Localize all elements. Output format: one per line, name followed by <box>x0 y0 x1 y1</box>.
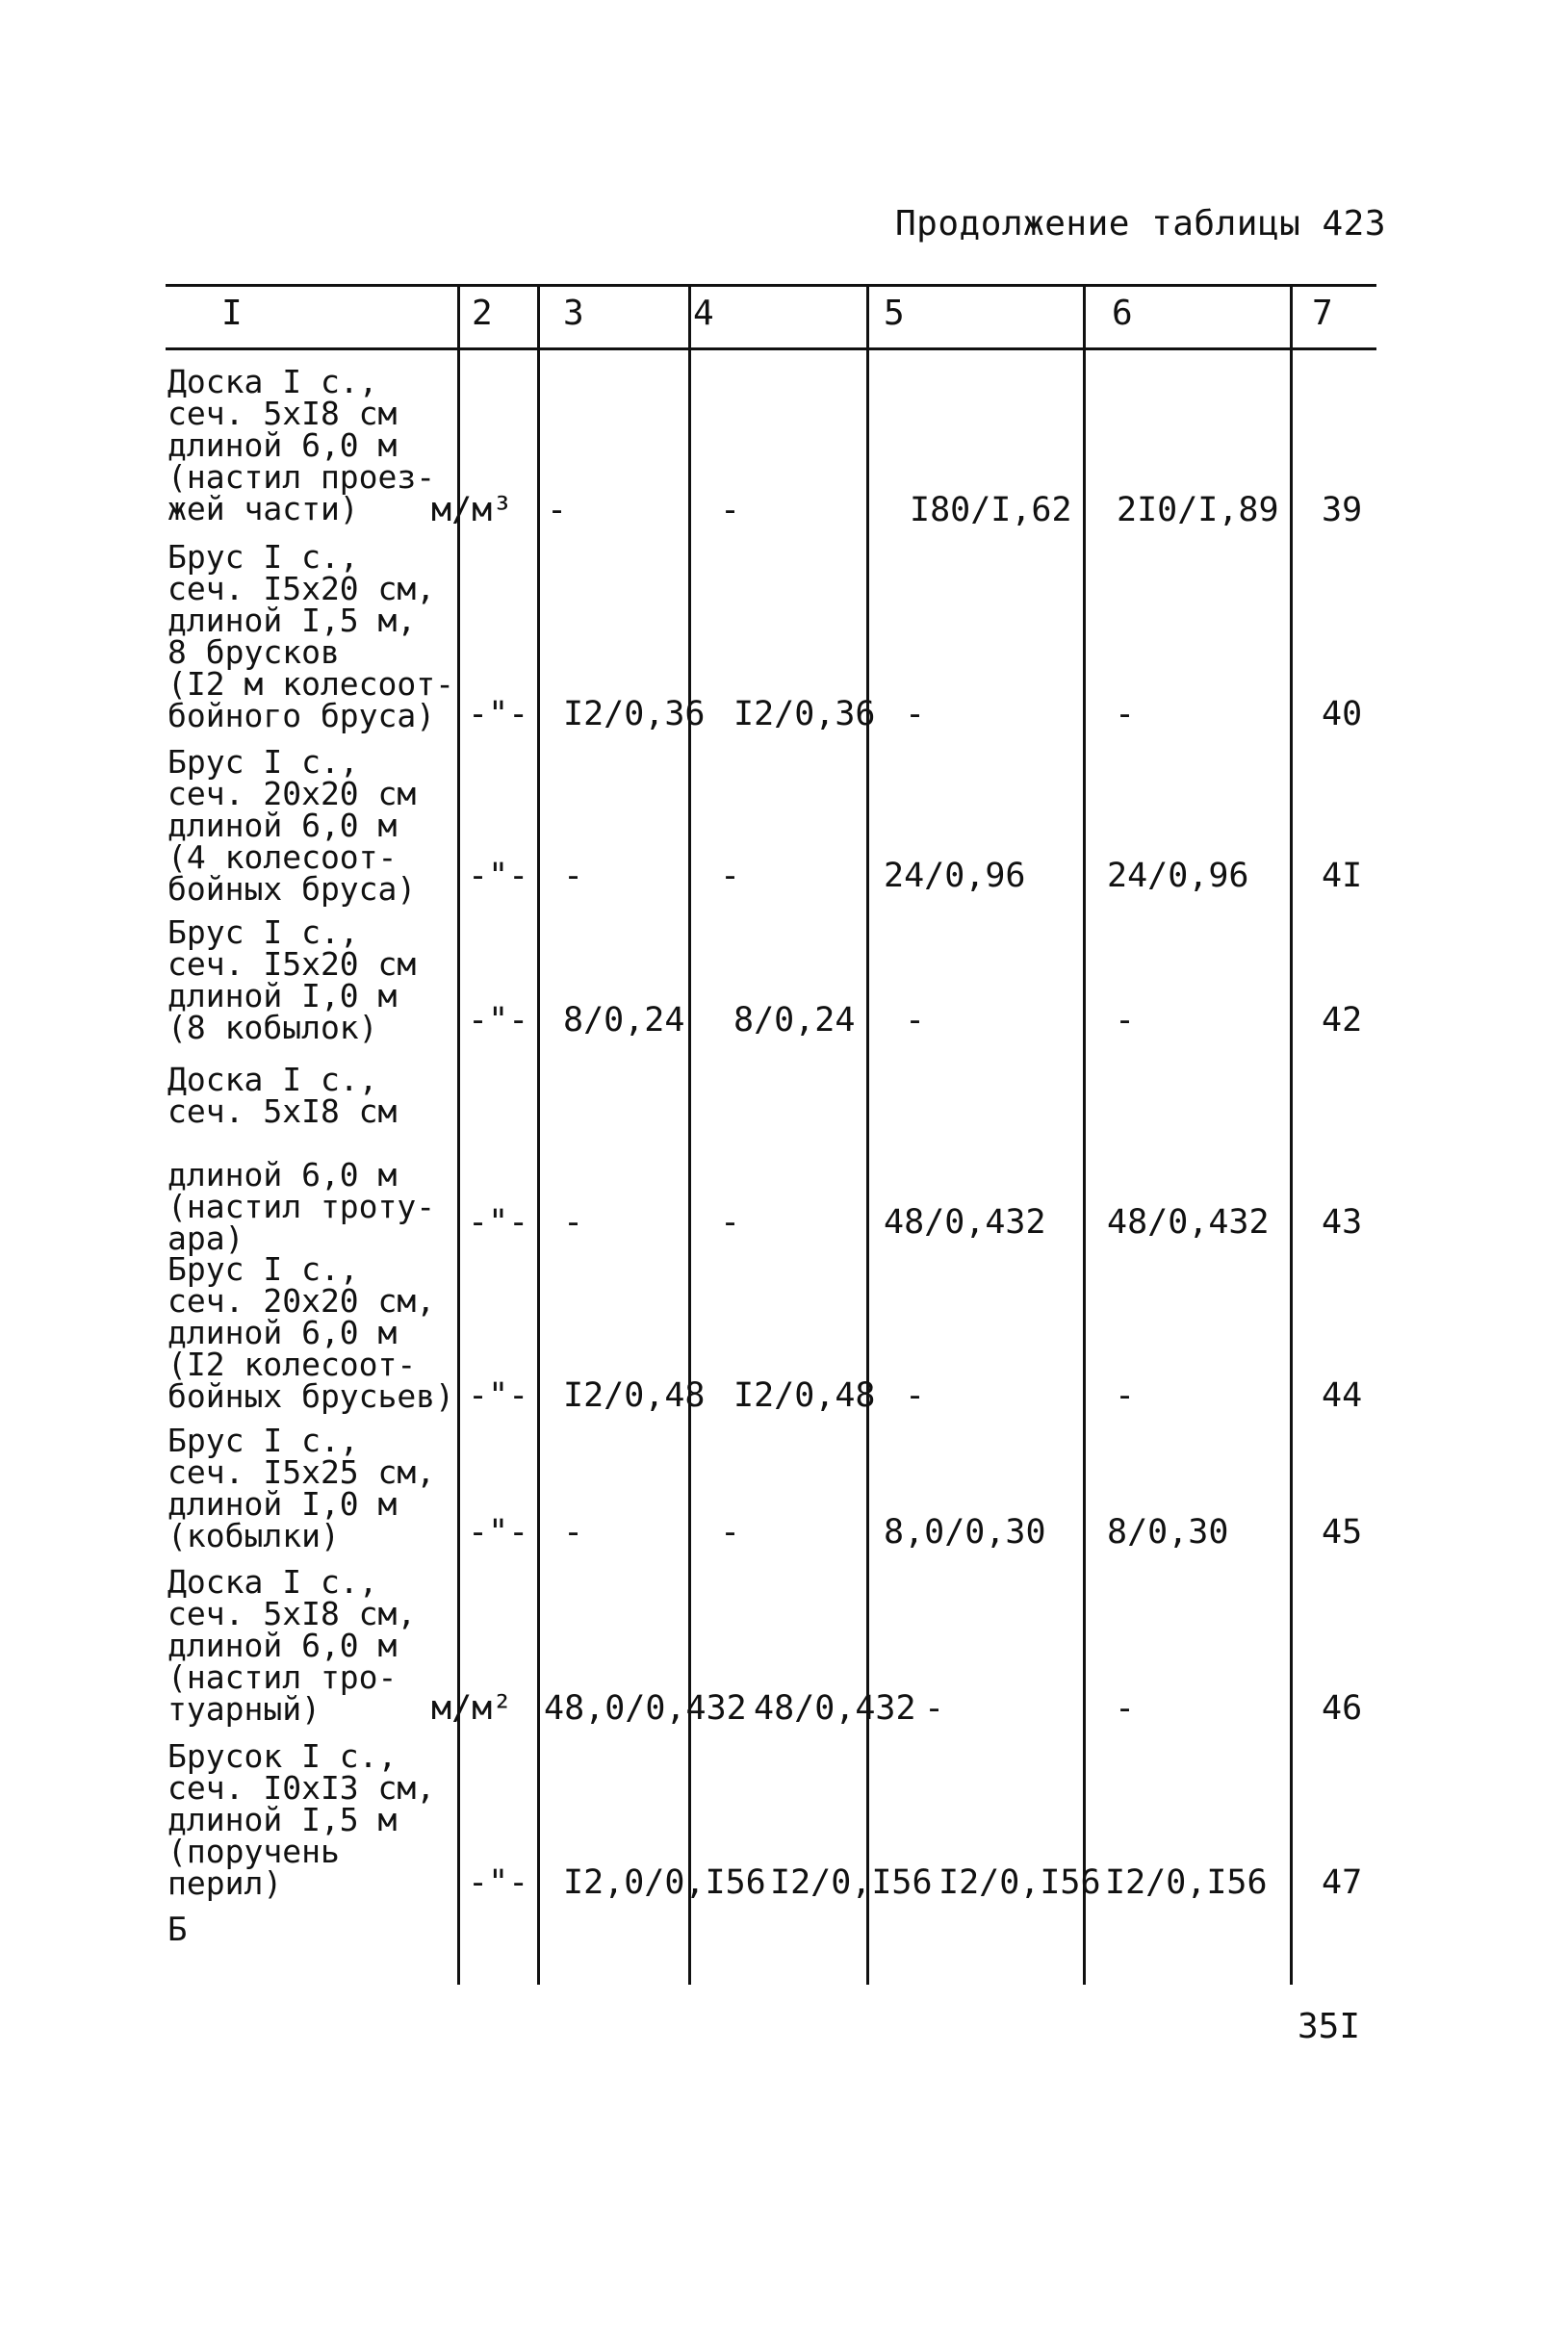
cell-col6: 48/0,432 <box>1107 1203 1270 1242</box>
cell-col6: 8/0,30 <box>1107 1513 1229 1552</box>
cell-col5: - <box>924 1689 945 1728</box>
item-name: Брусок I с., сеч. I0хI3 см, длиной I,5 м (поручень перил) <box>167 1737 436 1902</box>
cell-col7: 45 <box>1322 1513 1363 1552</box>
column-divider <box>866 286 869 1985</box>
unit-cell: м/м³ <box>431 491 513 529</box>
cell-col4: - <box>720 491 741 529</box>
cell-col5: - <box>905 695 926 733</box>
cell-col4: I2/0,48 <box>733 1376 876 1415</box>
item-name: Брус I с., сеч. 20х20 см длиной 6,0 м (4 колесоот- бойных бруса) <box>167 743 417 908</box>
cell-col3: 48,0/0,432 <box>544 1689 747 1728</box>
cell-col7: 40 <box>1322 695 1363 733</box>
cell-col6: - <box>1115 1689 1136 1728</box>
item-name: Брус I с., сеч. I5х20 см, длиной I,5 м, 8 брусков (I2 м колесоот- бойного бруса) <box>167 538 455 734</box>
column-divider <box>1083 286 1086 1985</box>
column-header-7: 7 <box>1312 294 1333 333</box>
cell-col7: 4I <box>1322 857 1363 895</box>
cell-col4: - <box>720 857 741 895</box>
cell-col6: I2/0,I56 <box>1105 1863 1268 1902</box>
cell-col5: - <box>905 1001 926 1040</box>
cell-col5: 8,0/0,30 <box>884 1513 1046 1552</box>
cell-col4: I2/0,I56 <box>770 1863 933 1902</box>
footer-letter: Б <box>167 1911 188 1949</box>
cell-col5: 48/0,432 <box>884 1203 1046 1242</box>
cell-col4: - <box>720 1203 741 1242</box>
cell-col4: - <box>720 1513 741 1552</box>
cell-col7: 42 <box>1322 1001 1363 1040</box>
cell-col7: 43 <box>1322 1203 1363 1242</box>
item-name: Брус I с., сеч. 20х20 см, длиной 6,0 м (I2 колесоот- бойных брусьев) <box>167 1250 455 1415</box>
column-divider <box>1290 286 1293 1985</box>
cell-col7: 39 <box>1322 491 1363 529</box>
cell-col6: 2I0/I,89 <box>1117 491 1279 529</box>
page-number: 35I <box>1298 2007 1361 2046</box>
unit-cell: -"- <box>468 695 529 733</box>
column-divider <box>537 286 540 1985</box>
cell-col4: I2/0,36 <box>733 695 876 733</box>
cell-col5: 24/0,96 <box>884 857 1026 895</box>
column-header-1: I <box>221 294 243 333</box>
column-divider <box>688 286 691 1985</box>
cell-col4: 8/0,24 <box>733 1001 856 1040</box>
cell-col3: I2/0,36 <box>563 695 706 733</box>
cell-col3: - <box>547 491 568 529</box>
cell-col3: - <box>563 1513 584 1552</box>
unit-cell: -"- <box>468 1001 529 1040</box>
column-divider <box>457 286 460 1985</box>
cell-col5: - <box>905 1376 926 1415</box>
cell-col7: 44 <box>1322 1376 1363 1415</box>
cell-col3: I2,0/0,I56 <box>563 1863 766 1902</box>
cell-col5: I2/0,I56 <box>938 1863 1101 1902</box>
column-header-5: 5 <box>884 294 905 333</box>
cell-col3: I2/0,48 <box>563 1376 706 1415</box>
item-name: Доска I с., сеч. 5хI8 см, длиной 6,0 м (настил тро- туарный) <box>167 1563 417 1728</box>
unit-cell: -"- <box>468 1376 529 1415</box>
item-name: Брус I с., сеч. I5х20 см длиной I,0 м (8 кобылок) <box>167 913 417 1046</box>
cell-col7: 47 <box>1322 1863 1363 1902</box>
unit-cell: -"- <box>468 1203 529 1242</box>
unit-cell: м/м² <box>431 1689 513 1728</box>
cell-col6: - <box>1115 695 1136 733</box>
column-header-6: 6 <box>1112 294 1133 333</box>
unit-cell: -"- <box>468 1513 529 1552</box>
cell-col6: - <box>1115 1376 1136 1415</box>
cell-col6: - <box>1115 1001 1136 1040</box>
column-header-2: 2 <box>472 294 493 333</box>
cell-col3: - <box>563 857 584 895</box>
table-header-rule <box>166 347 1376 350</box>
cell-col6: 24/0,96 <box>1107 857 1249 895</box>
cell-col3: - <box>563 1203 584 1242</box>
cell-col4: 48/0,432 <box>754 1689 916 1728</box>
item-name: Доска I с., сеч. 5хI8 см длиной 6,0 м (настил троту- ара) <box>167 1061 436 1257</box>
column-header-3: 3 <box>563 294 584 333</box>
unit-cell: -"- <box>468 1863 529 1902</box>
column-header-4: 4 <box>693 294 714 333</box>
cell-col3: 8/0,24 <box>563 1001 685 1040</box>
unit-cell: -"- <box>468 857 529 895</box>
cell-col5: I80/I,62 <box>910 491 1072 529</box>
table-top-rule <box>166 284 1376 287</box>
cell-col7: 46 <box>1322 1689 1363 1728</box>
item-name: Доска I с., сеч. 5хI8 см длиной 6,0 м (настил проез- жей части) <box>167 363 436 527</box>
item-name: Брус I с., сеч. I5х25 см, длиной I,0 м (кобылки) <box>167 1422 436 1554</box>
table-caption: Продолжение таблицы 423 <box>895 204 1386 244</box>
